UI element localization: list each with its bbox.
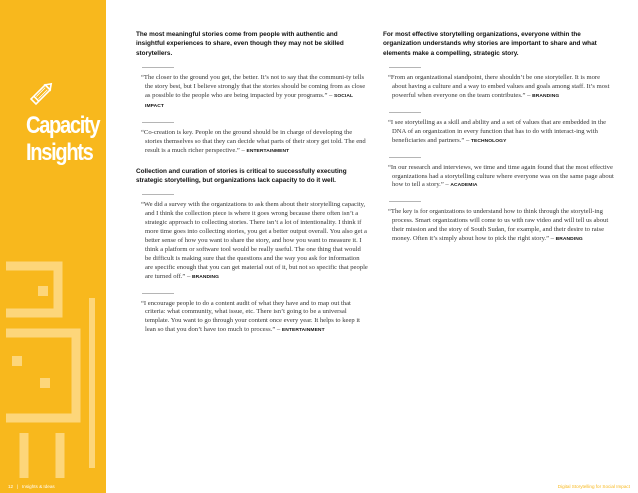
- quote-divider: [142, 122, 174, 123]
- quote-text: “Co-creation is key. People on the ground should be in charge of developing the stories themselves so that they can decide what parts of their story get told. The end result is a much richer perspective.” –: [141, 128, 366, 154]
- pencil-icon: [27, 78, 57, 108]
- quote-divider: [389, 201, 421, 202]
- quote-attribution: TECHNOLOGY: [470, 138, 507, 144]
- lead-statement-2: Collection and curation of stories is critical to successfully executing strategic storytelling, but organizations lack capacity to do it well.: [136, 167, 347, 184]
- quote-divider: [389, 157, 421, 158]
- quote-divider: [142, 293, 174, 294]
- quote-divider: [142, 67, 174, 68]
- quote-attribution: ENTERTAINMENT: [246, 148, 290, 154]
- section-title-line-2: Insights: [26, 139, 93, 166]
- quote-divider: [389, 67, 421, 68]
- quote-block: [383, 208, 615, 245]
- decorative-pencil-illustration: [0, 238, 106, 478]
- quote-block: [383, 74, 615, 102]
- section-title-line-1: Capacity: [26, 112, 100, 139]
- quote-text: “I see storytelling as a skill and ability and a set of values that are embedded in the DNA of an organization in every function that has to do with interact-ing with beneficiaries and partners.” –: [388, 118, 607, 144]
- sidebar: [0, 0, 106, 493]
- page-number: 12: [8, 484, 14, 489]
- quote-block: [383, 164, 615, 192]
- footer-page-label: 12 | Insights & Ideas: [8, 484, 55, 489]
- quote-text: “In our research and interviews, we time and time again found that the most effective organizations had a storytelling culture where everyone was on the same page about how to tell a story.” –: [388, 163, 614, 189]
- quote-block: [136, 300, 368, 337]
- footer-publication: Digital Storytelling for Social Impact: [557, 484, 630, 489]
- quote-divider: [142, 194, 174, 195]
- quote-attribution: BRANDING: [191, 274, 220, 280]
- quote-text: “The key is for organizations to understand how to think through the storytell-ing process. Smart organizations will come to us with raw video and will tell us about their mission and the story of South Sudan, for example, and their desire to raise money. Often it’s simply about how to pick the right story.” –: [388, 208, 609, 243]
- quote-text: “We did a survey with the organizations to ask them about their storytelling capacity, and I think the collection piece is where it goes wrong because there often isn’t a strategic approach to collecting stories. There isn’t a lot of intentionality. I think if more time goes into collecting stories, you get a better output overall. You also get a better sense of how you want to share the story, and how you want to measure it. I think a platform or software tool would be really useful. The one thing that would be difficult is making sure that the questions and the way you ask for information are specific enough that you can get material out of it, but not so specific that people are turned off.” –: [141, 201, 368, 280]
- quote-text: “I encourage people to do a content audit of what they have and to map out that criteria: what community, what issue, etc. There isn’t going to be a universal template. You want to go through your content once every year. It helps to keep it lean so that you don’t have too much to process.” –: [141, 299, 360, 334]
- quote-block: [136, 201, 368, 282]
- quote-block: [136, 129, 368, 157]
- footer-right-area: [0, 481, 638, 493]
- lead-statement-3: For most effective storytelling organizations, everyone within the organization understands why stories are important to share and what elements make a compelling, strategic story.: [383, 31, 597, 57]
- right-column: [383, 30, 615, 255]
- quote-divider: [389, 112, 421, 113]
- quote-block: [383, 119, 615, 147]
- lead-statement-1: The most meaningful stories come from people with authentic and insightful experiences to share, even though they may not be skilled storytellers.: [136, 31, 344, 57]
- quote-block: [136, 74, 368, 112]
- quote-attribution: ACADEMIA: [450, 183, 478, 189]
- section-title: [26, 112, 100, 166]
- quote-text: “From an organizational standpoint, there shouldn’t be one storyteller. It is more about having a culture and a way to embed values and goals among staff. It’s most powerful when everyone on the team contributes.” –: [388, 74, 610, 100]
- quote-attribution: BRANDING: [532, 94, 560, 100]
- left-column: [136, 30, 368, 346]
- quote-attribution: ENTERTAINMENT: [281, 328, 325, 334]
- footer-section: Insights & Ideas: [21, 484, 55, 489]
- quote-attribution: BRANDING: [555, 237, 583, 243]
- quote-attribution: SOCIAL IMPACT: [145, 94, 353, 109]
- quote-text: “The closer to the ground you get, the better. It’s not to say that the communi-ty tells the story best, but I believe strongly that the stories should be coming from as close as possible to the people who are being impacted by your programs.” –: [141, 74, 366, 100]
